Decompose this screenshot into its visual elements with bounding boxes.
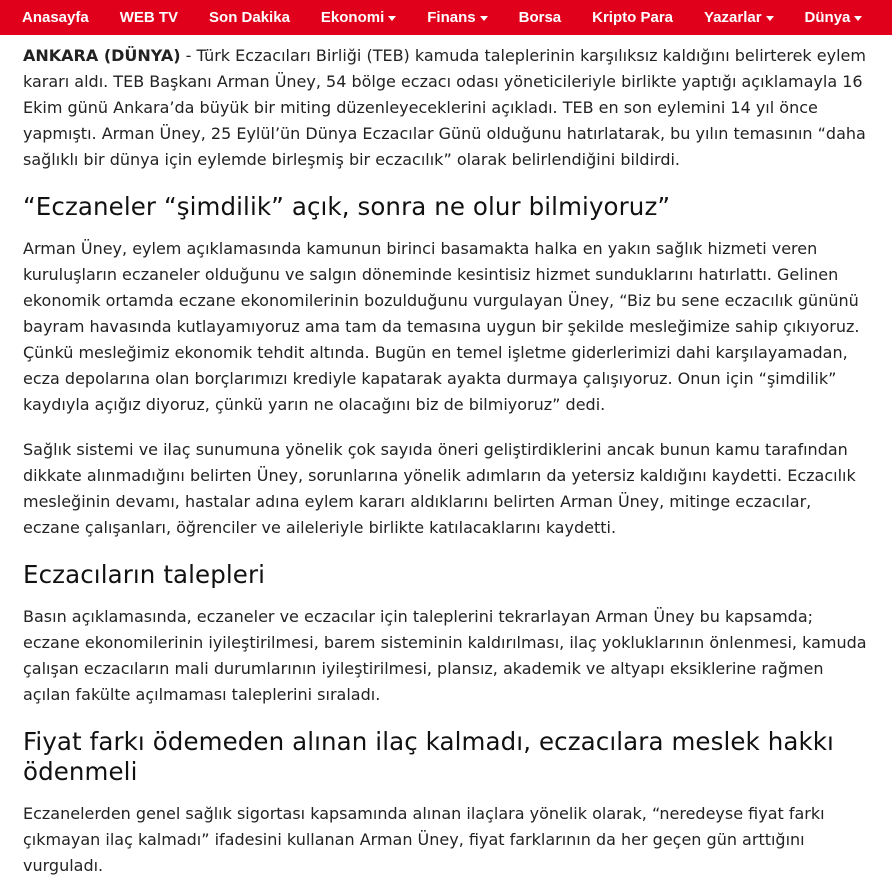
paragraph: Eczanelerden genel sağlık sigortası kapsamında alınan ilaçlara yönelik olarak, “neredeyse fiyat farkı çıkmayan ilaç kalmadı” ifadesini kullanan Arman Üney, fiyat farklarının da her geçen gün arttığını vurguladı.	[23, 804, 825, 875]
nav-item-kripto-para[interactable]	[592, 9, 673, 26]
nav-label: Borsa	[518, 9, 562, 26]
main-navigation	[0, 0, 892, 35]
nav-item-son-dakika[interactable]	[209, 9, 290, 26]
paragraph: Basın açıklamasında, eczaneler ve eczacılar için taleplerini tekrarlayan Arman Üney bu kapsamda; eczane ekonomilerinin iyileştirilmesi, barem sisteminin kaldırılması, ilaç yokluklarının önlenmesi, kamuda çalışan eczacıların mali durumlarının iyileştirilmesi, plansız, akademik ve altyapı eksiklerine rağmen açılan fakülte açılmaması taleplerini sıraladı.	[23, 607, 867, 704]
nav-label: Kripto Para	[592, 9, 673, 26]
chevron-down-icon	[480, 16, 488, 21]
nav-label: WEB TV	[119, 9, 179, 26]
nav-item-yazarlar[interactable]	[704, 9, 774, 26]
nav-item-ekonomi[interactable]	[321, 9, 396, 26]
nav-label: Yazarlar	[704, 9, 762, 26]
article-body	[0, 35, 892, 879]
section-heading: Eczacıların talepleri	[23, 560, 266, 589]
chevron-down-icon	[388, 16, 396, 21]
section-heading: Fiyat farkı ödemeden alınan ilaç kalmadı, eczacılara meslek hakkı ödenmeli	[23, 727, 834, 786]
nav-label: Dünya	[804, 9, 851, 26]
nav-label: Anasayfa	[22, 9, 89, 26]
nav-label: Ekonomi	[320, 9, 385, 26]
chevron-down-icon	[854, 16, 862, 21]
paragraph: Arman Üney, eylem açıklamasında kamunun birinci basamakta halka en yakın sağlık hizmeti veren kuruluşların eczaneler olduğunu ve salgın döneminde kesintisiz hizmet sunduklarını hatırlattı. Gelinen ekonomik ortamda eczane ekonomilerinin bozulduğunu vurgulayan Üney, “Biz bu sene eczacılık gününü bayram havasında kutlayamıyoruz ama tam da temasına uygun bir şekilde mesleğimize sahip çıkıyoruz. Çünkü mesleğimiz ekonomik tehdit altında. Bugün en temel işletme giderlerimizi dahi karşılayamadan, ecza depolarına olan borçlarımızı krediyle kapatarak ayakta durmaya çalışıyoruz. Onun için “şimdilik” kaydıyla açığız diyoruz, çünkü yarın ne olacağını biz de bilmiyoruz” dedi.	[23, 239, 860, 414]
section-heading: “Eczaneler “şimdilik” açık, sonra ne olur bilmiyoruz”	[23, 192, 671, 221]
nav-item-web-tv[interactable]	[120, 9, 178, 26]
nav-item-borsa[interactable]	[519, 9, 562, 26]
nav-item-finans[interactable]	[427, 9, 487, 26]
paragraph: Sağlık sistemi ve ilaç sunumuna yönelik çok sayıda öneri geliştirdiklerini ancak bunun kamu tarafından dikkate alınmadığını belirten Üney, sorunlarına yönelik adımların da yetersiz kaldığını kaydetti. Eczacılık mesleğinin devamı, hastalar adına eylem kararı aldıklarını belirten Arman Üney, mitinge eczacılar, eczane çalışanları, öğrenciler ve aileleriyle birlikte katılacaklarını kaydetti.	[23, 440, 856, 537]
paragraph	[23, 43, 870, 173]
nav-item-dunya[interactable]	[805, 9, 863, 26]
chevron-down-icon	[766, 16, 774, 21]
paragraph-text: - Türk Eczacıları Birliği (TEB) kamuda taleplerinin karşılıksız kaldığını belirterek eylem kararı aldı. TEB Başkanı Arman Üney, 54 bölge eczacı odası yöneticileriyle birlikte yaptığı açıklamayla 16 Ekim günü Ankara’da büyük bir miting düzenleyeceklerini açıkladı. TEB en son eylemini 14 yıl önce yapmıştı. Arman Üney, 25 Eylül’ün Dünya Eczacılar Günü olduğunu hatırlatarak, bu yılın temasının “daha sağlıklı bir dünya için eylemde birleşmiş bir eczacılık” olarak belirlendiğini bildirdi.	[23, 46, 866, 169]
nav-label: Finans	[427, 9, 476, 26]
dateline: ANKARA (DÜNYA)	[23, 46, 181, 65]
nav-label: Son Dakika	[209, 9, 290, 26]
nav-item-anasayfa[interactable]	[22, 9, 89, 26]
